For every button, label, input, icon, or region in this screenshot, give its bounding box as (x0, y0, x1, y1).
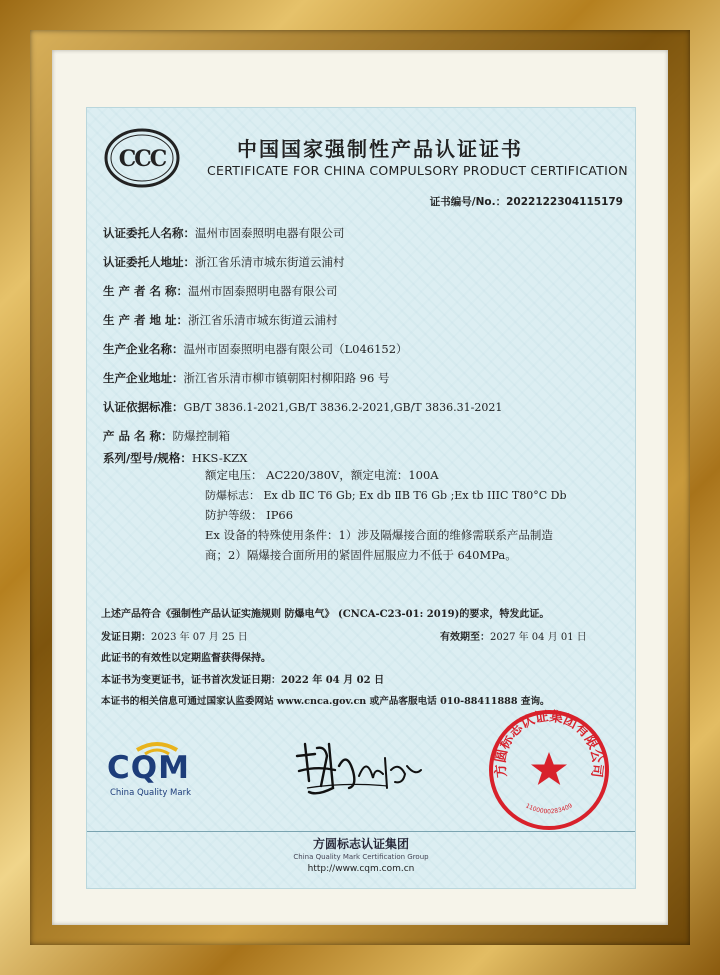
expiry-date-label: 有效期至： (440, 632, 490, 643)
cqm-logo (107, 736, 207, 804)
signature (287, 726, 437, 806)
row-label: 系列/型号/规格： (103, 451, 192, 465)
issue-date-value: 2023 年 07 月 25 日 (151, 632, 248, 643)
row-value: 浙江省乐清市城东街道云浦村 (188, 313, 338, 327)
row-manufacturer-name (103, 280, 338, 299)
row-label: 认证委托人地址： (103, 255, 195, 269)
row-label: 生 产 者 名 称： (103, 284, 189, 298)
spec-special-conditions-cont: 商；2）隔爆接合面所用的紧固件屈服应力不低于 640MPa。 (205, 548, 517, 562)
row-value: 浙江省乐清市柳市镇朝阳村柳阳路 96 号 (183, 371, 390, 385)
row-value: 防爆控制箱 (172, 429, 231, 443)
row-value: 温州市固泰照明电器有限公司 (188, 284, 338, 298)
footer-organization-cn: 方圆标志认证集团 (312, 837, 409, 851)
row-value: HKS-KZX (191, 451, 248, 465)
row-label: 生产企业地址： (103, 371, 184, 385)
seal-star-icon (531, 752, 567, 785)
cqm-wordmark: CQM (107, 750, 190, 786)
expiry-date (440, 628, 587, 643)
certificate (86, 107, 636, 889)
row-product-name (103, 425, 230, 444)
expiry-date-value: 2027 年 04 月 01 日 (490, 632, 587, 643)
row-label: 产 品 名 称： (103, 429, 173, 443)
row-factory-name (103, 338, 408, 357)
row-label: 生产企业名称： (103, 342, 184, 356)
ccc-logo-icon (104, 128, 180, 188)
row-model (103, 447, 247, 466)
title-english: CERTIFICATE FOR CHINA COMPULSORY PRODUCT CERTIFICATION (207, 163, 628, 178)
svg-text:1100000283409 (524, 802, 574, 815)
spec-ip-rating: 防护等级： IP66 (205, 508, 294, 522)
cqm-subtitle: China Quality Mark (110, 788, 192, 798)
conformity-statement: 上述产品符合《强制性产品认证实施规则 防爆电气》 (CNCA-C23-01: 2019)的要求，特发此证。 (101, 609, 550, 620)
title-chinese: 中国国家强制性产品认证证书 (237, 137, 523, 161)
issue-date (101, 628, 248, 643)
row-applicant-address (103, 251, 345, 270)
certificate-number-value: 2022122304115179 (506, 196, 623, 208)
footer-organization-en: China Quality Mark Certification Group (293, 853, 429, 861)
row-label: 认证委托人名称： (103, 226, 195, 240)
spec-rating: 额定电压： AC220/380V，额定电流：100A (205, 468, 439, 482)
inquiry-note: 本证书的相关信息可通过国家认监委网站 www.cnca.gov.cn 或产品客服电话 010-88411888 查询。 (101, 696, 550, 707)
certificate-number-label: 证书编号/No.： (429, 196, 507, 208)
row-value: 浙江省乐清市城东街道云浦村 (195, 255, 345, 269)
row-factory-address (103, 367, 389, 386)
row-value: 温州市固泰照明电器有限公司（L046152） (183, 342, 408, 356)
row-standards (103, 396, 502, 415)
change-certificate-note: 本证书为变更证书，证书首次发证日期：2022 年 04 月 02 日 (101, 675, 385, 686)
company-seal (485, 706, 613, 834)
row-value: GB/T 3836.1-2021,GB/T 3836.2-2021,GB/T 3836.31-2021 (183, 401, 503, 414)
row-label: 认证依据标准： (103, 400, 184, 414)
seal-number: 1100000283409 (524, 802, 574, 816)
footer-website: http://www.cqm.com.cn (307, 864, 415, 874)
row-value: 温州市固泰照明电器有限公司 (195, 226, 345, 240)
certificate-number (430, 194, 623, 209)
spec-special-conditions: Ex 设备的特殊使用条件：1）涉及隔爆接合面的维修需联系产品制造 (205, 528, 553, 542)
svg-text:CCC: CCC (118, 146, 166, 172)
footer-divider (87, 831, 635, 832)
row-applicant-name (103, 222, 345, 241)
spec-ex-marking: 防爆标志： Ex db ⅡC T6 Gb; Ex db ⅡB T6 Gb ;Ex tb IIIC T80°C Db (205, 489, 567, 502)
row-label: 生 产 者 地 址： (103, 313, 189, 327)
seal-company-name: 方圆标志认证集团有限公司 (492, 708, 606, 779)
issue-date-label: 发证日期： (101, 632, 151, 643)
row-manufacturer-address (103, 309, 338, 328)
validity-note: 此证书的有效性以定期监督获得保持。 (101, 653, 271, 664)
